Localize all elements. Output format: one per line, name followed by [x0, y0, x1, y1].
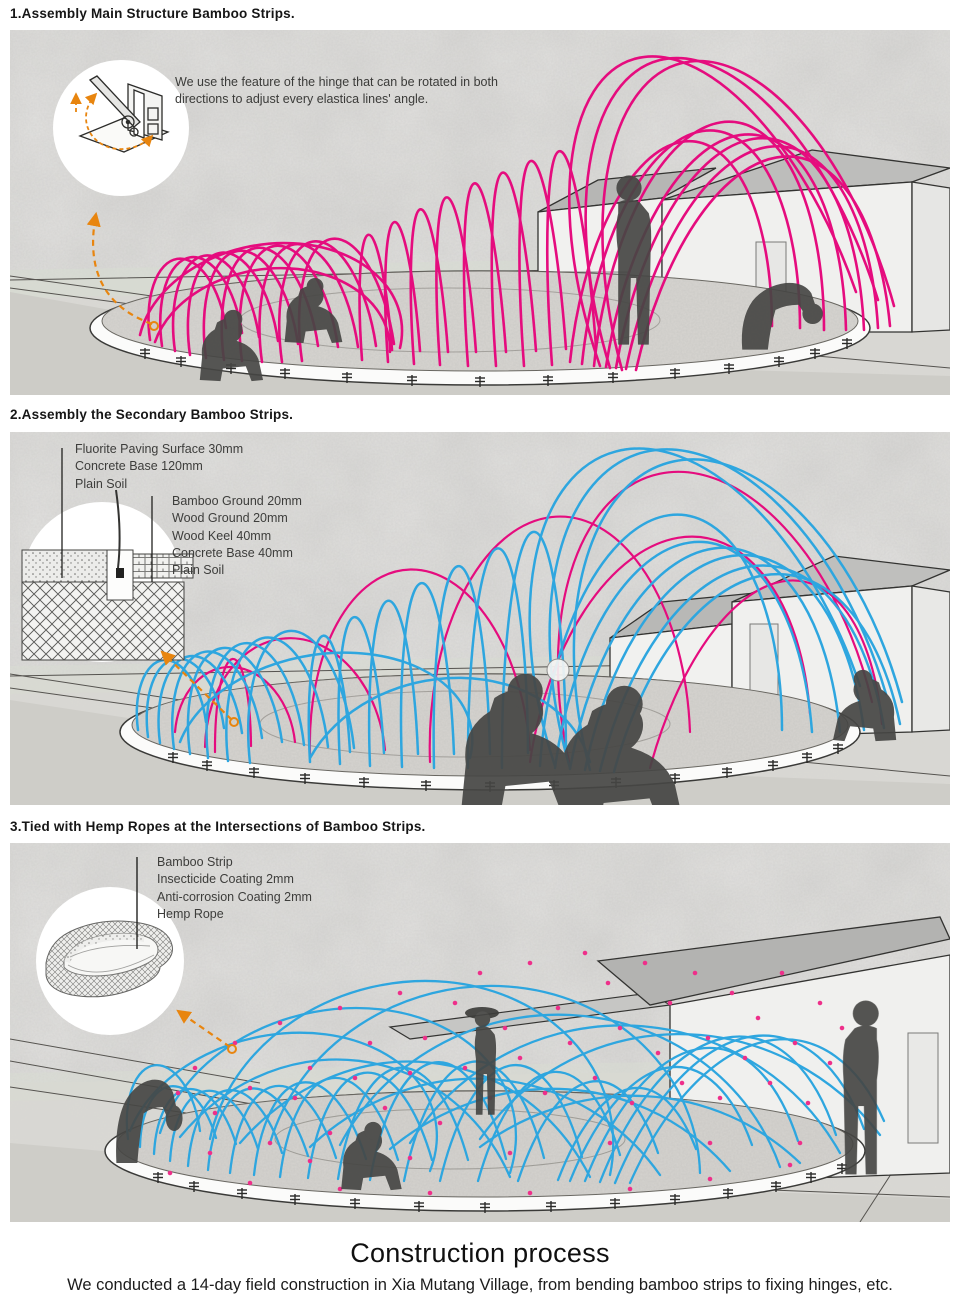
strip-label: Hemp Rope: [157, 906, 224, 921]
ground-label: Bamboo Ground 20mm: [172, 494, 302, 508]
board-title: Construction process: [350, 1238, 610, 1268]
hinge-detail-circle: [53, 60, 189, 196]
strip-label: Insecticide Coating 2mm: [157, 872, 294, 887]
step-3-label: 3.Tied with Hemp Ropes at the Intersections of Bamboo Strips.: [10, 819, 426, 834]
step-1-panel: [10, 30, 950, 395]
ground-label: Fluorite Paving Surface 30mm: [75, 442, 244, 456]
step-2-label: 2.Assembly the Secondary Bamboo Strips.: [10, 407, 294, 422]
ground-label: Concrete Base 40mm: [172, 545, 293, 560]
ground-label: Plain Soil: [75, 476, 128, 491]
hinge-note: We use the feature of the hinge that can be rotated in both directions to adjust every elastica lines' angle.: [175, 75, 498, 106]
strip-labels: [157, 855, 312, 924]
step-3-panel: [10, 843, 950, 1222]
ground-label: Concrete Base 120mm: [75, 459, 203, 474]
step-2-panel: [10, 432, 950, 805]
step-1-label: 1.Assembly Main Structure Bamboo Strips.: [10, 6, 295, 21]
ground-labels-left: [75, 442, 243, 494]
ground-label: Wood Ground 20mm: [172, 511, 288, 526]
strip-label: Anti-corrosion Coating 2mm: [157, 889, 312, 904]
ground-label: Wood Keel 40mm: [172, 528, 272, 543]
ground-labels-right: [172, 494, 302, 580]
step-3-scene-illustration: [10, 843, 950, 1222]
strip-label: Bamboo Strip: [157, 855, 233, 869]
board-subtitle: We conducted a 14-day field construction in Xia Mutang Village, from bending bamboo strips to fixing hinges, etc.: [67, 1276, 893, 1294]
ground-label: Plain Soil: [172, 563, 225, 577]
